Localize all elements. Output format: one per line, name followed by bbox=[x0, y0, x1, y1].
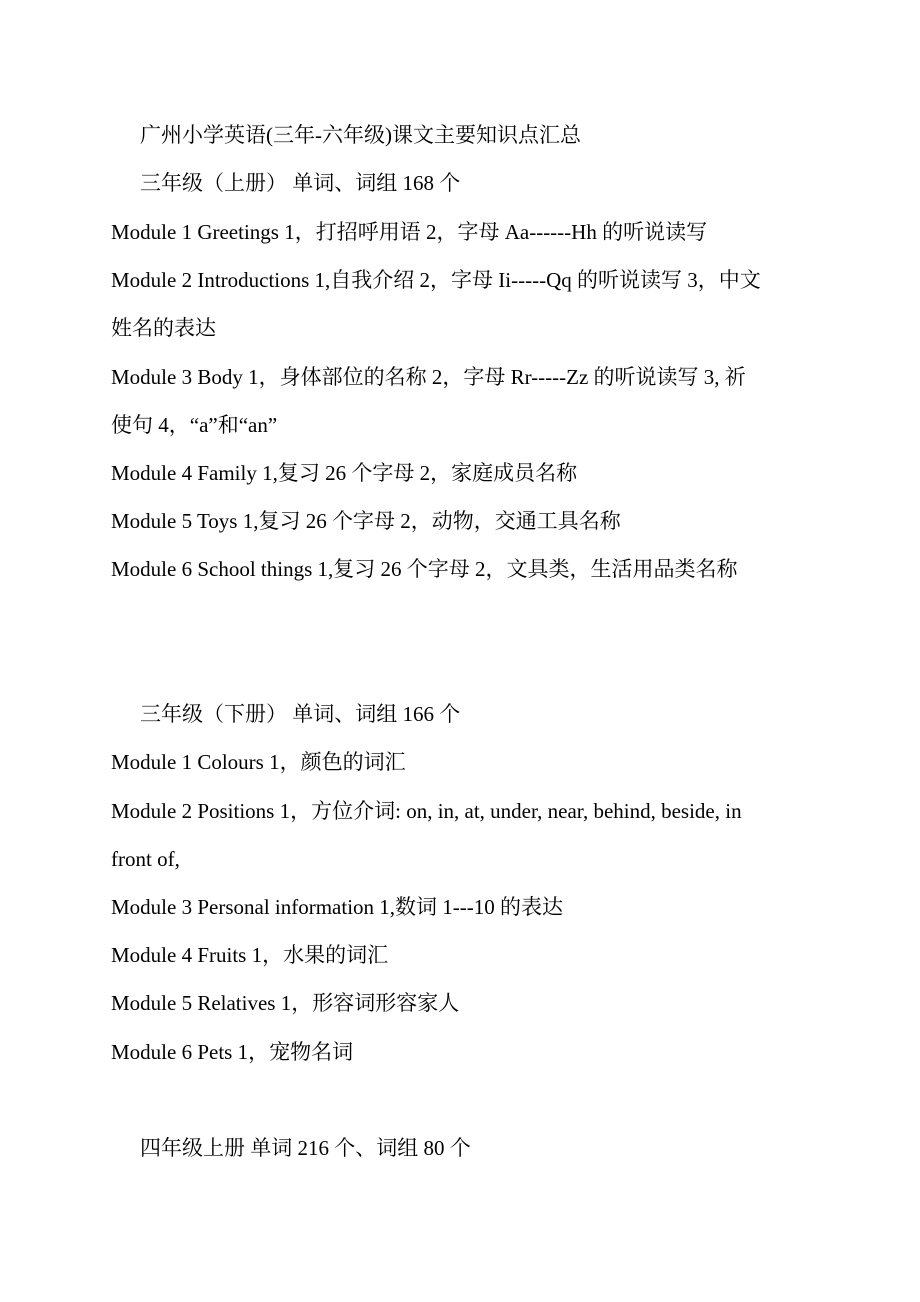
grade3-lower-module-6: Module 6 Pets 1，宠物名词 bbox=[111, 1040, 354, 1064]
grade3-upper-module-5: Module 5 Toys 1,复习 26 个字母 2，动物，交通工具名称 bbox=[111, 509, 621, 533]
document-title: 广州小学英语(三年-六年级)课文主要知识点汇总 bbox=[140, 123, 581, 147]
grade4-upper-heading: 四年级上册 单词 216 个、词组 80 个 bbox=[140, 1136, 471, 1160]
grade3-lower-heading: 三年级（下册） 单词、词组 166 个 bbox=[140, 702, 461, 726]
grade3-lower-module-2: Module 2 Positions 1，方位介词: on, in, at, under, near, behind, beside, in bbox=[111, 799, 742, 823]
grade3-upper-module-1: Module 1 Greetings 1，打招呼用语 2，字母 Aa------Hh 的听说读写 bbox=[111, 220, 708, 244]
grade3-lower-module-2-cont: front of, bbox=[111, 847, 180, 871]
grade3-upper-module-2: Module 2 Introductions 1,自我介绍 2，字母 Ii-----Qq 的听说读写 3，中文 bbox=[111, 268, 761, 292]
grade3-lower-module-4: Module 4 Fruits 1，水果的词汇 bbox=[111, 943, 389, 967]
grade3-upper-module-3: Module 3 Body 1，身体部位的名称 2，字母 Rr-----Zz 的听说读写 3, 祈 bbox=[111, 365, 746, 389]
grade3-upper-module-4: Module 4 Family 1,复习 26 个字母 2，家庭成员名称 bbox=[111, 461, 578, 485]
grade3-lower-module-1: Module 1 Colours 1，颜色的词汇 bbox=[111, 750, 406, 774]
grade3-upper-module-6: Module 6 School things 1,复习 26 个字母 2，文具类，生活用品类名称 bbox=[111, 557, 738, 581]
grade3-upper-module-2-cont: 姓名的表达 bbox=[111, 316, 216, 340]
grade3-lower-module-5: Module 5 Relatives 1，形容词形容家人 bbox=[111, 991, 460, 1015]
grade3-lower-module-3: Module 3 Personal information 1,数词 1---10 的表达 bbox=[111, 895, 564, 919]
grade3-upper-module-3-cont: 使句 4，“a”和“an” bbox=[111, 413, 278, 437]
grade3-upper-heading: 三年级（上册） 单词、词组 168 个 bbox=[140, 171, 461, 195]
